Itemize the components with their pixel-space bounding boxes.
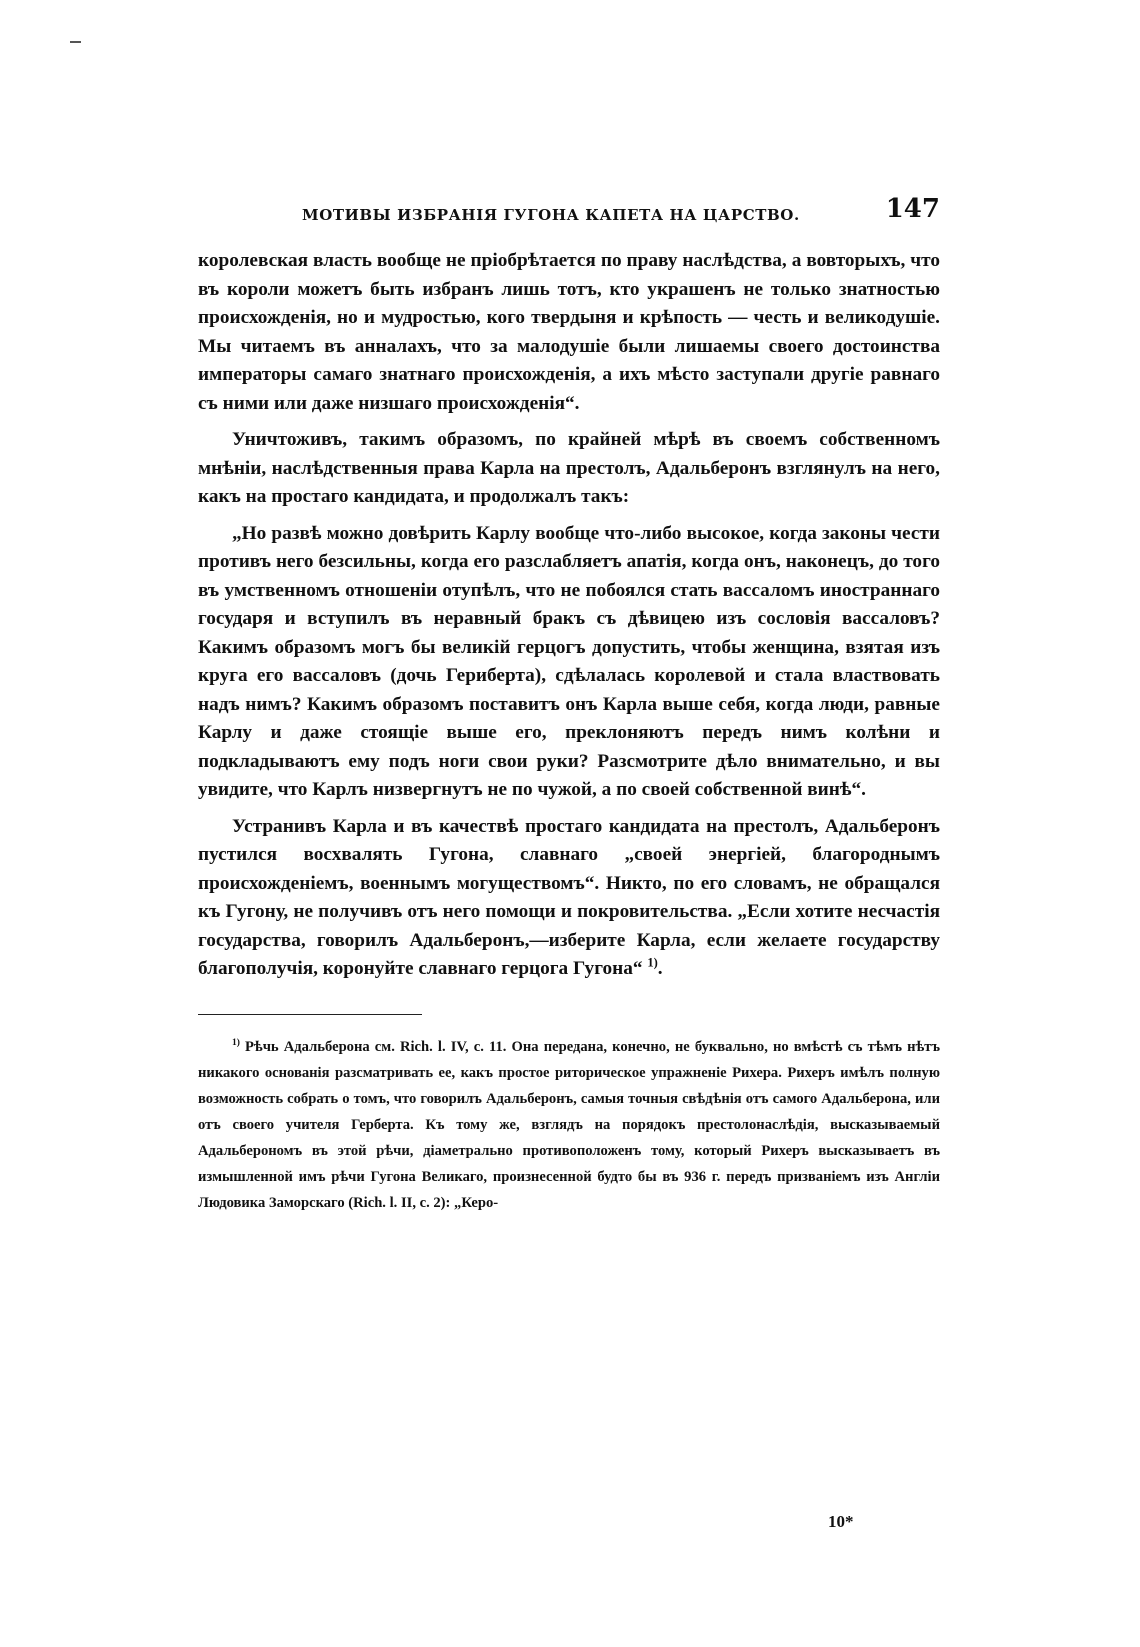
paragraph-2: Уничтоживъ, такимъ образомъ, по крайней мѣрѣ въ своемъ собственномъ мнѣніи, наслѣдственныя права Карла на престолъ, Адальберонъ взглянулъ на него, какъ на простаго кандидата, и продолжалъ такъ: bbox=[198, 429, 940, 507]
page-number: 147 bbox=[885, 194, 940, 224]
footnote-text: Рѣчь Адальберона см. Rich. l. IV, c. 11. Она передана, конечно, не буквально, но вмѣстѣ съ тѣмъ нѣтъ никакого основанія разсматривать ее, какъ простое риторическое упражненіе Рихера. Рихеръ имѣлъ полную возможность собрать о томъ, что говорилъ Адальберонъ, самыя точныя свѣдѣнія отъ самого Адальберона, или отъ своего учителя Герберта. Къ тому же, взглядъ на порядокъ престолонаслѣдія, высказываемый Адальберономъ въ этой рѣчи, діаметрально противоположенъ тому, который Рихеръ высказываетъ въ измышленной имъ рѣчи Гугона Великаго, произнесенной будто бы въ 936 г. передъ призваніемъ изъ Англіи Людовика Заморскаго (Rich. l. II, c. 2): „Керо- bbox=[198, 1038, 940, 1211]
footnote-rule bbox=[198, 1014, 422, 1015]
paragraph-4: Устранивъ Карла и въ качествѣ простаго кандидата на престолъ, Адальберонъ пустился восхвалять Гугона, славнаго „своей энергіей, благороднымъ происхожденіемъ, военнымъ могуществомъ“. Никто, по его словамъ, не обращался къ Гугону, не получивъ отъ него помощи и покровительства. „Если хотите несчастія государства, говорилъ Адальберонъ,—изберите Карла, если желаете государству благополучія, коронуйте славнаго герцога Гугона“ $^{1)}$. bbox=[198, 815, 940, 979]
footnote-marker: 1) bbox=[232, 1037, 240, 1048]
running-title: МОТИВЫ ИЗБРАНІЯ ГУГОНА КАПЕТА НА ЦАРСТВО. bbox=[302, 206, 800, 224]
running-head bbox=[198, 194, 940, 234]
paragraph-4-text: Устранивъ Карла и въ качествѣ простаго кандидата на престолъ, Адальберонъ пустился восхвалять Гугона, славнаго „своей энергіей, благороднымъ происхожденіемъ, военнымъ могуществомъ“. Никто, по его словамъ, не обращался къ Гугону, не получивъ отъ него помощи и покровительства. „Если хотите несчастія государства, говорилъ Адальберонъ,—изберите Карла, если желаете государству благополучія, коронуйте славнаго герцога Гугона“ bbox=[198, 815, 940, 979]
body-text bbox=[198, 247, 940, 984]
footnote-ref: 1) bbox=[647, 955, 658, 970]
paragraph-1: королевская власть вообще не пріобрѣтается по праву наслѣдства, а вовторыхъ, что въ короли можетъ быть избранъ лишь тотъ, кто украшенъ не только знатностью происхожденія, но и мудростью, кого твердыня и крѣпость — честь и великодушіе. Мы читаемъ въ анналахъ, что за малодушіе были лишаемы своего достоинства императоры самаго знатнаго происхожденія, а ихъ мѣсто заступали другіе равнаго съ ними или даже низшаго происхожденія“. bbox=[198, 250, 940, 414]
signature-mark: 10* bbox=[828, 1512, 854, 1531]
scan-mark bbox=[70, 41, 81, 43]
paragraph-3-quote: „Но развѣ можно довѣрить Карлу вообще что-либо высокое, когда законы чести противъ него безсильны, когда его разслабляетъ апатія, когда онъ, наконецъ, до того въ умственномъ отношеніи отупѣлъ, что не побоялся стать вассаломъ иностраннаго государя и вступилъ въ неравный бракъ съ дѣвицею изъ сословія вассаловъ? Какимъ образомъ могъ бы великій герцогъ допустить, чтобы женщина, взятая изъ круга его вассаловъ (дочь Гериберта), сдѣлалась королевой и стала властвовать надъ нимъ? Какимъ образомъ поставитъ онъ Карла выше себя, когда люди, равные Карлу и даже стоящіе выше его, преклоняютъ передъ нимъ колѣни и подкладываютъ ему подъ ноги свои руки? Разсмотрите дѣло внимательно, и вы увидите, что Карлъ низвергнутъ не по чужой, а по своей собственной винѣ“. bbox=[198, 522, 940, 800]
footnote bbox=[198, 1034, 940, 1216]
book-page bbox=[198, 194, 940, 1531]
